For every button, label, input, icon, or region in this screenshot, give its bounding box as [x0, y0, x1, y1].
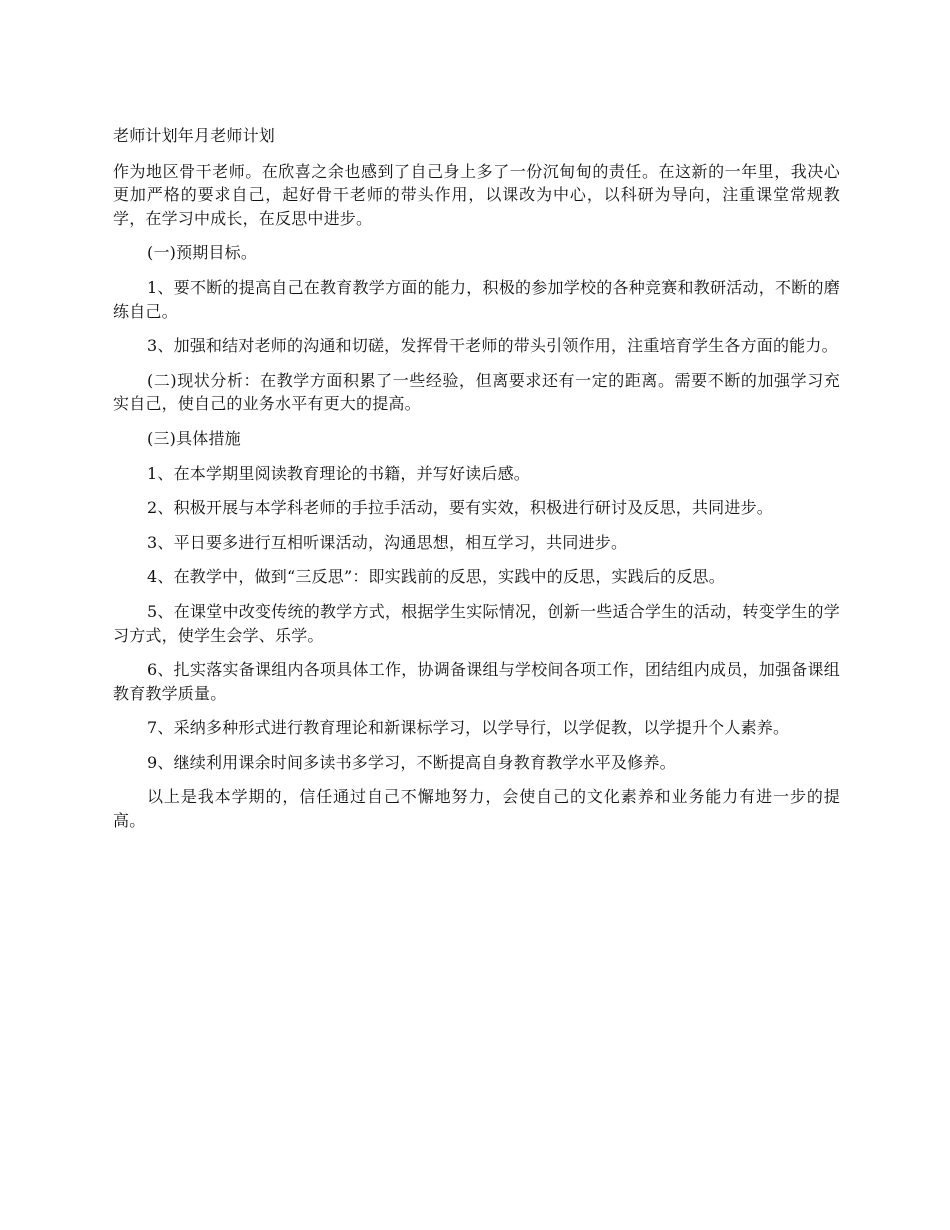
document-body	[113, 124, 840, 844]
intro-paragraph: 作为地区骨干老师。在欣喜之余也感到了自己身上多了一份沉甸甸的责任。在这新的一年里，我决心更加严格的要求自己，起好骨干老师的带头作用，以课改为中心，以科研为导向，注重课堂常规教学，在学习中成长，在反思中进步。	[113, 161, 840, 228]
conclusion-paragraph: 以上是我本学期的，信任通过自己不懈地努力，会使自己的文化素养和业务能力有进一步的提高。	[113, 787, 840, 831]
measure-item: 6、扎实落实备课组内各项具体工作，协调备课组与学校间各项工作，团结组内成员，加强备课组教育教学质量。	[113, 660, 840, 703]
measure-item: 1、在本学期里阅读教育理论的书籍，并写好读后感。	[147, 463, 530, 483]
measure-item: 7、采纳多种形式进行教育理论和新课标学习，以学导行，以学促教，以学提升个人素养。	[147, 718, 790, 738]
measure-item: 5、在课堂中改变传统的教学方式，根据学生实际情况，创新一些适合学生的活动，转变学生的学习方式，使学生会学、乐学。	[113, 601, 840, 645]
document-title: 老师计划年月老师计划	[113, 126, 276, 145]
section-heading-measures: (三)具体措施	[147, 428, 241, 448]
measure-item: 9、继续利用课余时间多读书多学习，不断提高自身教育教学水平及修养。	[147, 752, 676, 772]
section-heading-goals: (一)预期目标。	[147, 243, 258, 263]
goal-item: 1、要不断的提高自己在教育教学方面的能力，积极的参加学校的各种竞赛和教研活动，不断的磨练自己。	[113, 277, 840, 321]
goal-item: 3、加强和结对老师的沟通和切磋，发挥骨干老师的带头引领作用，注重培育学生各方面的能力。	[147, 336, 838, 356]
measure-item: 4、在教学中，做到“三反思”：即实践前的反思，实践中的反思，实践后的反思。	[147, 567, 725, 587]
measure-item: 2、积极开展与本学科老师的手拉手活动，要有实效，积极进行研讨及反思，共同进步。	[147, 498, 773, 518]
section-heading-analysis: (二)现状分析：在教学方面积累了一些经验，但离要求还有一定的距离。需要不断的加强学习充实自己，使自己的业务水平有更大的提高。	[113, 370, 840, 414]
measure-item: 3、平日要多进行互相听课活动，沟通思想，相互学习，共同进步。	[147, 532, 628, 552]
